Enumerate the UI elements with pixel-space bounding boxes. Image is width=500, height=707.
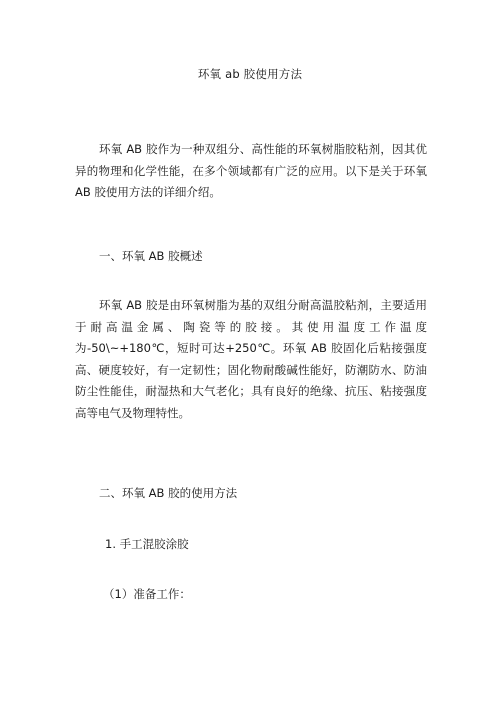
subsection-heading-manual-mixing: 1. 手工混胶涂胶: [105, 537, 189, 551]
intro-paragraph: 环氧 AB 胶作为一种双组分、高性能的环氧树脂胶粘剂，因其优异的物理和化学性能，在多个领域都有广泛的应用。以下是关于环氧 AB 胶使用方法的详细介绍。: [75, 142, 427, 199]
overview-paragraph: 环氧 AB 胶是由环氧树脂为基的双组分耐高温胶粘剂，主要适用于耐高温金属、陶瓷等的胶接。其使用温度工作温度为-50\~+180℃，短时可达+250℃。环氧 AB 胶固化后粘接强度高、硬度较好，有一定韧性；固化物耐酸碱性能好，防潮防水、防油防尘性能佳，耐湿热和大气老化；具有良好的绝缘、抗压、粘接强度高等电气及物理特性。: [75, 298, 427, 420]
section-heading-overview: 一、环氧 AB 胶概述: [99, 249, 203, 263]
list-item-preparation: （1）准备工作：: [103, 587, 191, 601]
document-title: 环氧 ab 胶使用方法: [197, 67, 303, 81]
section-heading-usage: 二、环氧 AB 胶的使用方法: [99, 486, 238, 500]
